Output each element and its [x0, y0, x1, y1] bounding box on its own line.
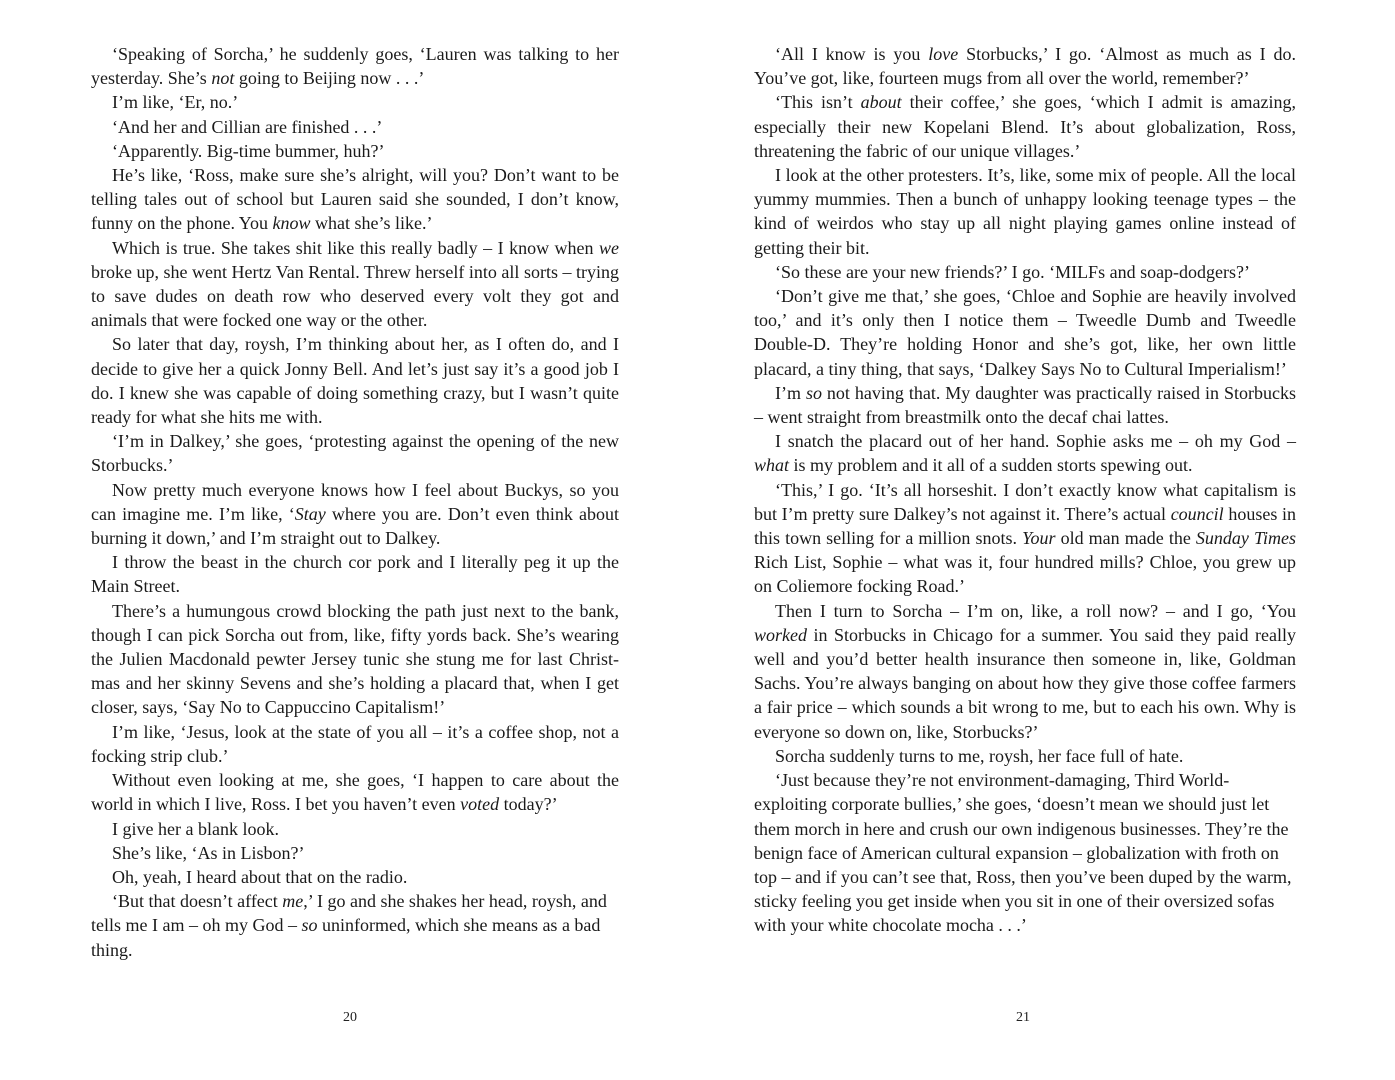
left_page-paragraph: Oh, yeah, I heard about that on the radio. [112, 866, 408, 887]
left_page-paragraph: I’m like, ‘Er, no.’ [112, 92, 239, 113]
left-page-number: 20 [343, 1010, 357, 1025]
right_page-paragraph: I look at the other protesters. It’s, like, some mix of people. All the local yummy mummies. Then a bunch of unhappy looking teenage types – the kind of weirdos who stay up all night playing games online instead of getting their bit. [754, 165, 1296, 258]
left_page-paragraph: Which is true. She takes shit like this really badly – I know when we broke up, she went Hertz Van Rental. Threw herself into all sorts – trying to save dudes on death row who deserved every volt they got and animals that were focked one way or the other. [91, 237, 619, 331]
left_page-paragraph: ‘Apparently. Big-time bummer, huh?’ [112, 140, 385, 161]
right_page-paragraph: ‘Just because they’re not environment-damaging, Third World-exploiting corporate bullies,’ she goes, ‘doesn’t mean we should just let them morch in here and crush our own indigenous businesses. They’re the benign face of American cultural expansion – globalization with froth on top – and if you can’t see that, Ross, then you’ve been duped by the warm, sticky feeling you get inside when you sit in one of their oversized sofas with your white chocolate mocha . . .’ [754, 770, 1292, 936]
left_page-paragraph: I give her a blank look. [112, 818, 279, 839]
left_page-paragraph: I’m like, ‘Jesus, look at the state of you all – it’s a coffee shop, not a focking strip club.’ [91, 721, 619, 766]
right-page [754, 42, 1296, 938]
left_page-paragraph: I throw the beast in the church cor pork and I literally peg it up the Main Street. [91, 552, 619, 597]
left-page [91, 42, 619, 962]
right_page-paragraph: Then I turn to Sorcha – I’m on, like, a roll now? – and I go, ‘You worked in Storbucks in Chicago for a summer. You said they paid really well and you’d better health insurance then someone in, like, Goldman Sachs. You’re always banging on about how they give those coffee farmers a fair price – which sounds a bit wrong to me, but to each his own. Why is everyone so down on, like, Storbucks?’ [754, 600, 1296, 742]
right_page-paragraph: I snatch the placard out of her hand. Sophie asks me – oh my God – what is my problem and it all of a sudden storts spewing out. [754, 431, 1296, 476]
left_page-paragraph: ‘Speaking of Sorcha,’ he suddenly goes, ‘Lauren was talking to her yesterday. She’s not going to Beijing now . . .’ [91, 44, 619, 89]
right_page-paragraph: ‘So these are your new friends?’ I go. ‘MILFs and soap-dodgers?’ [775, 261, 1251, 282]
right-page-text [754, 42, 1296, 938]
left_page-paragraph: He’s like, ‘Ross, make sure she’s alright, will you? Don’t want to be telling tales out of school but Lauren said she sounded, I don’t know, funny on the phone. You know what she’s like.’ [91, 165, 619, 234]
right_page-paragraph: I’m so not having that. My daughter was practically raised in Storbucks – went straight from breastmilk onto the decaf chai lattes. [754, 382, 1296, 428]
right-page-number: 21 [1016, 1010, 1030, 1025]
right_page-paragraph: ‘All I know is you love Storbucks,’ I go. ‘Almost as much as I do. You’ve got, like, fourteen mugs from all over the world, remember?’ [754, 44, 1296, 89]
left_page-paragraph: ‘But that doesn’t affect me,’ I go and she shakes her head, roysh, and tells me I am – oh my God – so uninformed, which she means as a bad thing. [91, 891, 607, 960]
right_page-paragraph: Sorcha suddenly turns to me, roysh, her face full of hate. [775, 745, 1184, 766]
left-page-text [91, 42, 619, 962]
left_page-paragraph: Now pretty much everyone knows how I feel about Buckys, so you can imagine me. I’m like, ‘Stay where you are. Don’t even think about burning it down,’ and I’m straight out to Dalkey. [91, 479, 619, 549]
left_page-paragraph: ‘I’m in Dalkey,’ she goes, ‘protesting against the opening of the new Storbucks.’ [91, 431, 619, 476]
left_page-paragraph: Without even looking at me, she goes, ‘I happen to care about the world in which I live, Ross. I bet you haven’t even voted today?’ [91, 770, 619, 815]
right_page-paragraph: ‘Don’t give me that,’ she goes, ‘Chloe and Sophie are heavily involved too,’ and it’s only then I notice them – Tweedle Dumb and Tweedle Double-D. They’re holding Honor and she’s got, like, her own little placard, a tiny thing, that says, ‘Dalkey Says No to Cultural Imperialism!’ [754, 286, 1296, 379]
left_page-paragraph: She’s like, ‘As in Lisbon?’ [112, 842, 305, 863]
left_page-paragraph: So later that day, roysh, I’m thinking about her, as I often do, and I decide to give her a quick Jonny Bell. And let’s just say it’s a good job I do. I knew she was capable of doing something crazy, but I wasn’t quite ready for what she hits me with. [91, 334, 619, 428]
left_page-paragraph: ‘And her and Cillian are finished . . .’ [112, 116, 383, 137]
right_page-paragraph: ‘This,’ I go. ‘It’s all horseshit. I don’t exactly know what capitalism is but I’m pretty sure Dalkey’s not against it. There’s actual council houses in this town selling for a million snots. Your old man made the Sunday Times Rich List, Sophie – what was it, four hundred mills? Chloe, you grew up on Coliemore focking Road.’ [754, 479, 1296, 597]
right_page-paragraph: ‘This isn’t about their coffee,’ she goes, ‘which I admit is amazing, especially their new Kopelani Blend. It’s about globalization, Ross, threatening the fabric of our unique villages.’ [754, 92, 1297, 161]
left_page-paragraph: There’s a humungous crowd blocking the path just next to the bank, though I can pick Sorcha out from, like, fifty yords back. She’s wearing the Julien Macdonald pewter Jersey tunic she stung me for last Christmas and her skinny Sevens and she’s holding a placard that, when I get closer, says, ‘Say No to Cappuccino Capitalism!’ [91, 600, 619, 718]
